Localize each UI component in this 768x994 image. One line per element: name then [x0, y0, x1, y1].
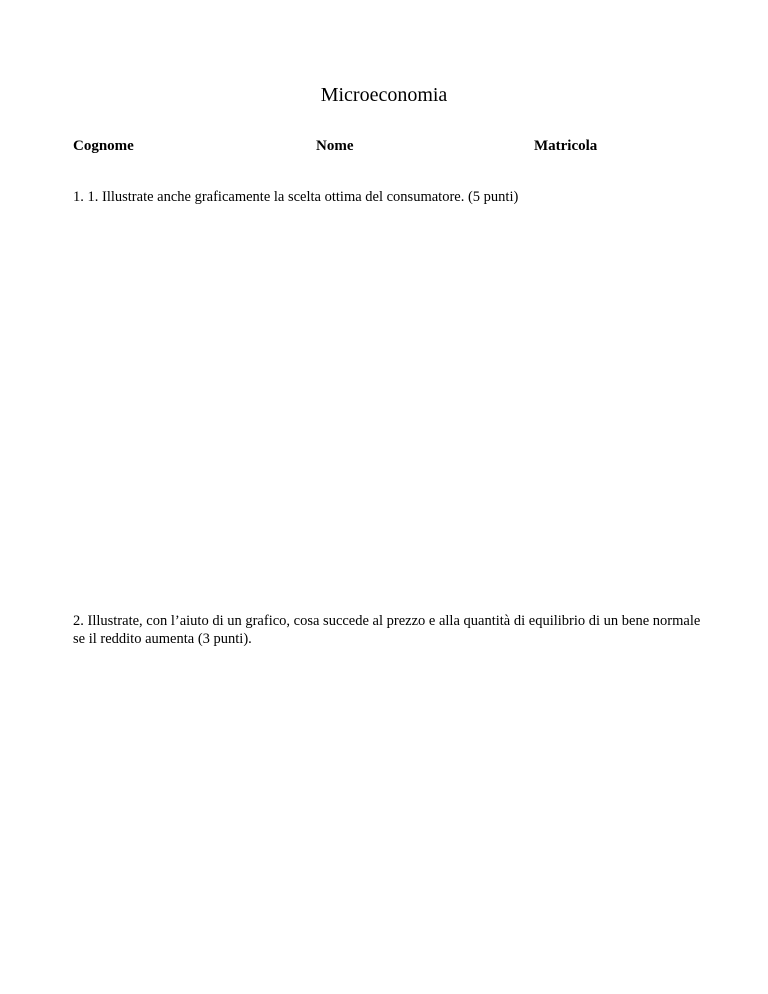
- page-title: Microeconomia: [320, 84, 448, 106]
- question-2: 2. Illustrate, con l’aiuto di un grafico, cosa succede al prezzo e alla quantità di equilibrio di un bene normale se il reddito aumenta (3 punti).: [73, 613, 701, 647]
- nome-label: Nome: [316, 138, 354, 154]
- cognome-label: Cognome: [73, 138, 134, 154]
- matricola-label: Matricola: [534, 138, 598, 154]
- question-1: 1. 1. Illustrate anche graficamente la scelta ottima del consumatore. (5 punti): [73, 189, 519, 205]
